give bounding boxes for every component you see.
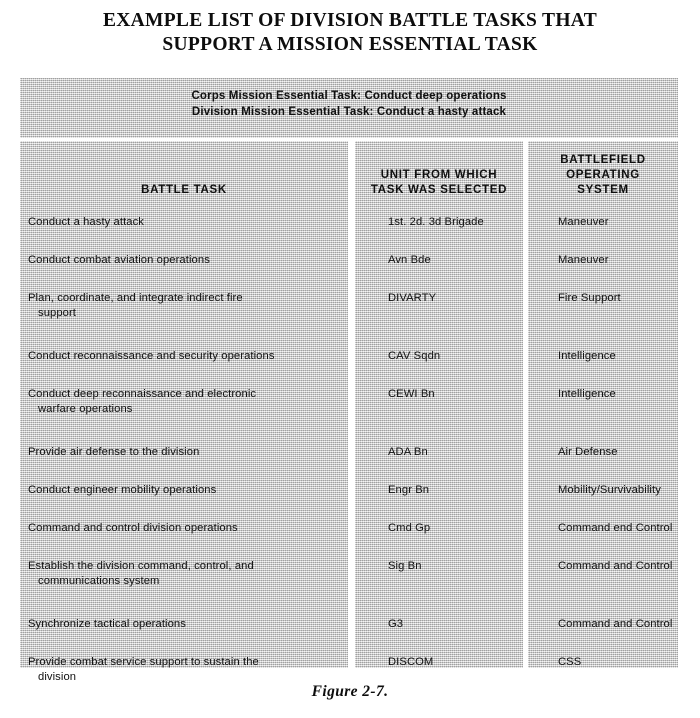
page-title [0,9,700,57]
battle-task-text-continued: support [38,307,77,319]
bos-text: Command and Control [558,560,673,572]
table-row [20,349,348,364]
unit-text: ADA Bn [388,446,428,458]
column-header-unit-line-1: UNIT FROM WHICH [380,169,498,181]
battle-task-text: Conduct deep reconnaissance and electronic [28,388,257,400]
table-row [20,559,348,589]
mission-essential-task-banner [20,78,678,138]
unit-text: Sig Bn [388,560,422,572]
bos-cell [528,559,678,574]
bos-cell [528,253,678,268]
unit-text: DIVARTY [388,292,437,304]
column-unit-selected [355,141,523,668]
bos-text: Intelligence [558,388,616,400]
battle-task-text: Establish the division command, control, and [28,560,254,572]
bos-text: Maneuver [558,216,609,228]
unit-cell [355,253,523,268]
battle-task-text-continued: warfare operations [38,403,133,415]
bos-text: Command and Control [558,618,673,630]
battle-task-text: Conduct engineer mobility operations [28,484,217,496]
bos-cell [528,387,678,402]
table-row [20,521,348,536]
bos-cell [528,291,678,306]
unit-cell [355,521,523,536]
table-row [20,655,348,685]
unit-text: CAV Sqdn [388,350,441,362]
bos-cell [528,445,678,460]
bos-cell [528,349,678,364]
battle-task-text: Conduct combat aviation operations [28,254,210,266]
unit-cell [355,349,523,364]
column-battle-task [20,141,348,683]
corps-met-text: Corps Mission Essential Task: Conduct deep operations [191,90,507,102]
column-header-battle-task-label: BATTLE TASK [141,184,227,196]
table-row [20,387,348,417]
bos-text: Fire Support [558,292,621,304]
column-header-unit-line-2: TASK WAS SELECTED [370,184,508,196]
table-row [20,483,348,498]
unit-cell [355,387,523,402]
bos-cell [528,617,678,632]
battle-task-text: Conduct reconnaissance and security operations [28,350,275,362]
unit-cell [355,291,523,306]
table-row [20,215,348,230]
unit-cell [355,559,523,574]
unit-text: CEWI Bn [388,388,435,400]
bos-cell [528,655,678,670]
bos-cell [528,215,678,230]
table-row [20,291,348,321]
unit-cell [355,483,523,498]
column-header-battle-task [20,141,348,207]
battle-task-text-continued: division [38,671,77,683]
battle-task-text: Synchronize tactical operations [28,618,186,630]
column-header-unit [355,141,523,207]
unit-cell [355,445,523,460]
column-header-bos-label [560,153,645,198]
battle-task-text: Conduct a hasty attack [28,216,145,228]
unit-text: Engr Bn [388,484,430,496]
unit-cell [355,617,523,632]
battle-task-text-continued: communications system [38,575,160,587]
page-title-line-1: EXAMPLE LIST OF DIVISION BATTLE TASKS THAT [102,10,598,31]
unit-text: G3 [388,618,404,630]
column-header-bos [528,141,678,207]
bos-text: Command end Control [558,522,673,534]
bos-text: CSS [558,656,582,668]
column-header-bos-line-2: OPERATING [566,168,640,181]
bos-text: Air Defense [558,446,618,458]
unit-cell [355,655,523,670]
battle-task-text: Command and control division operations [28,522,238,534]
battle-task-text: Provide air defense to the division [28,446,200,458]
figure-caption: Figure 2-7. [311,683,389,700]
unit-text: 1st. 2d. 3d Brigade [388,216,484,228]
battle-task-text: Plan, coordinate, and integrate indirect fire [28,292,243,304]
unit-cell [355,215,523,230]
table-row [20,617,348,632]
unit-text: Cmd Gp [388,522,431,534]
column-header-bos-line-3: SYSTEM [577,183,629,196]
bos-text: Mobility/Survivability [558,484,661,496]
bos-text: Intelligence [558,350,616,362]
battle-task-text: Provide combat service support to sustain the [28,656,259,668]
table-row [20,445,348,460]
unit-text: DISCOM [388,656,434,668]
bos-cell [528,483,678,498]
table-row [20,253,348,268]
battle-tasks-table [20,78,678,683]
column-header-unit-label [371,168,507,198]
unit-text: Avn Bde [388,254,431,266]
bos-cell [528,521,678,536]
page-title-line-2: SUPPORT A MISSION ESSENTIAL TASK [162,34,538,55]
column-battlefield-operating-system [528,141,678,668]
bos-text: Maneuver [558,254,609,266]
column-header-bos-line-1: BATTLEFIELD [560,153,646,166]
division-met-text: Division Mission Essential Task: Conduct a hasty attack [191,106,507,118]
